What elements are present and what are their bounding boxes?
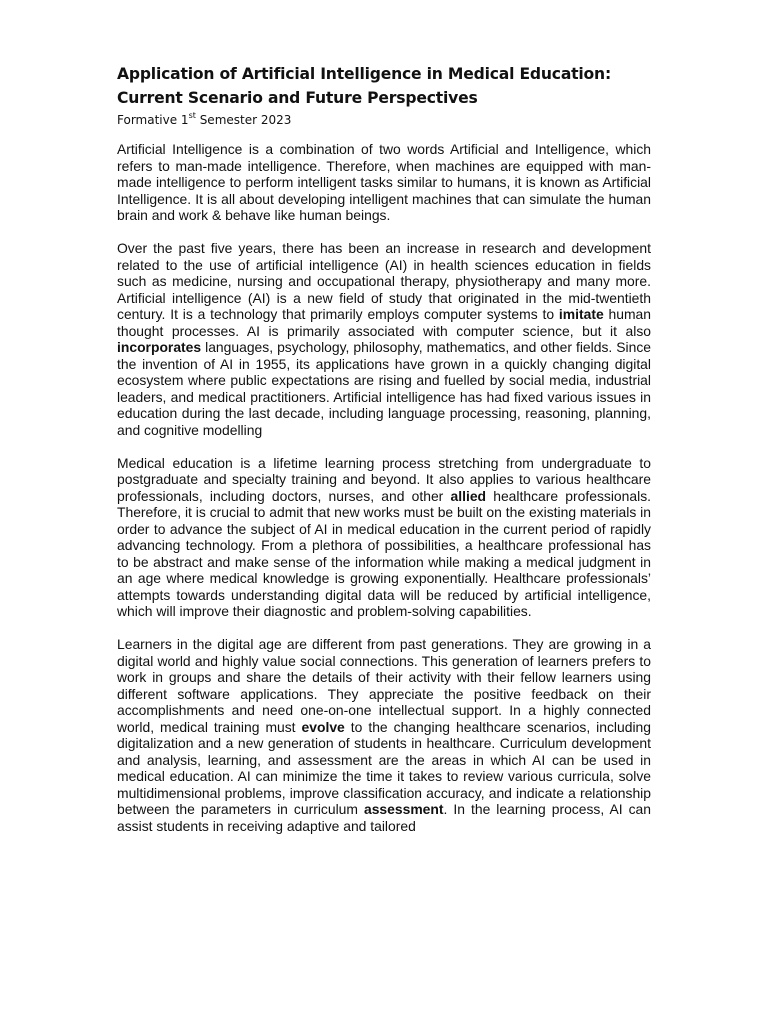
paragraph-text: healthcare professionals. Therefore, it is crucial to admit that new works must be built on the existing materials in order to advance the subject of AI in medical education in the current period of rapidly advancing technology. From a plethora of possibilities, a healthcare professional has to be abstract and make sense of the information while making a medical judgment in an age where medical knowledge is growing exponentially. Healthcare professionals’ attempts towards understanding digital data will be reduced by artificial intelligence, which will improve their diagnostic and problem-solving capabilities. [117, 487, 651, 619]
bold-term: assessment [363, 801, 444, 817]
subtitle-prefix: Formative 1 [117, 113, 189, 127]
document-subtitle [117, 109, 291, 128]
paragraph-2 [117, 240, 651, 438]
document-body [117, 141, 651, 851]
paragraph-text: Learners in the digital age are different from past generations. They are growing in a digital world and highly value social connections. This generation of learners prefers to work in groups and share the details of their activity with their fellow learners using different software applications. They appreciate the positive feedback on their accomplishments and need one-on-one intellectual support. In a highly connected world, medical training must [117, 636, 651, 735]
bold-term: incorporates [117, 339, 202, 355]
paragraph-text: languages, psychology, philosophy, mathematics, and other fields. Since the invention of AI in 1955, its applications have grown in a quickly changing digital ecosystem where public expectations are rising and fuelled by social media, industrial leaders, and medical practitioners. Artificial intelligence has had fixed various issues in education during the last decade, including language processing, reasoning, planning, and cognitive modelling [117, 339, 651, 438]
paragraph-text: . In the learning process, AI can assist students in receiving adaptive and tailored [117, 801, 651, 834]
paragraph-4 [117, 636, 651, 834]
paragraph-text: Medical education is a lifetime learning process stretching from undergraduate to postgraduate and specialty training and beyond. It also applies to various healthcare professionals, including doctors, nurses, and other [117, 454, 651, 504]
bold-term: allied [450, 487, 487, 504]
paragraph-1 [117, 141, 651, 224]
paragraph-text: human thought processes. AI is primarily associated with computer science, but it also [117, 306, 651, 339]
subtitle-suffix: Semester 2023 [195, 113, 292, 127]
document-title: Application of Artificial Intelligence in Medical Education: Current Scenario and Future Perspectives [117, 65, 611, 107]
paragraph-3 [117, 455, 651, 620]
subtitle-superscript: st [188, 111, 196, 120]
paragraph-text: Over the past five years, there has been an increase in research and development related to the use of artificial intelligence (AI) in health sciences education in fields such as medicine, nursing and occupational therapy, physiotherapy and many more. Artificial intelligence (AI) is a new field of study that originated in the mid-twentieth century. It is a technology that primarily employs computer systems to [117, 240, 651, 322]
bold-term: evolve [301, 718, 345, 735]
paragraph-text: Artificial Intelligence is a combination of two words Artificial and Intelligence, which refers to man-made intelligence. Therefore, when machines are equipped with man-made intelligence to perform intelligent tasks similar to humans, it is known as Artificial Intelligence. It is all about developing intelligent machines that can simulate the human brain and work & behave like human beings. [117, 141, 651, 223]
bold-term: imitate [558, 306, 604, 322]
paragraph-text: to the changing healthcare scenarios, including digitalization and a new generation of students in healthcare. Curriculum development and analysis, learning, and assessment are the areas in which AI can be used in medical education. AI can minimize the time it takes to review various curricula, solve multidimensional problems, improve classification accuracy, and indicate a relationship between the parameters in curriculum [117, 718, 651, 817]
